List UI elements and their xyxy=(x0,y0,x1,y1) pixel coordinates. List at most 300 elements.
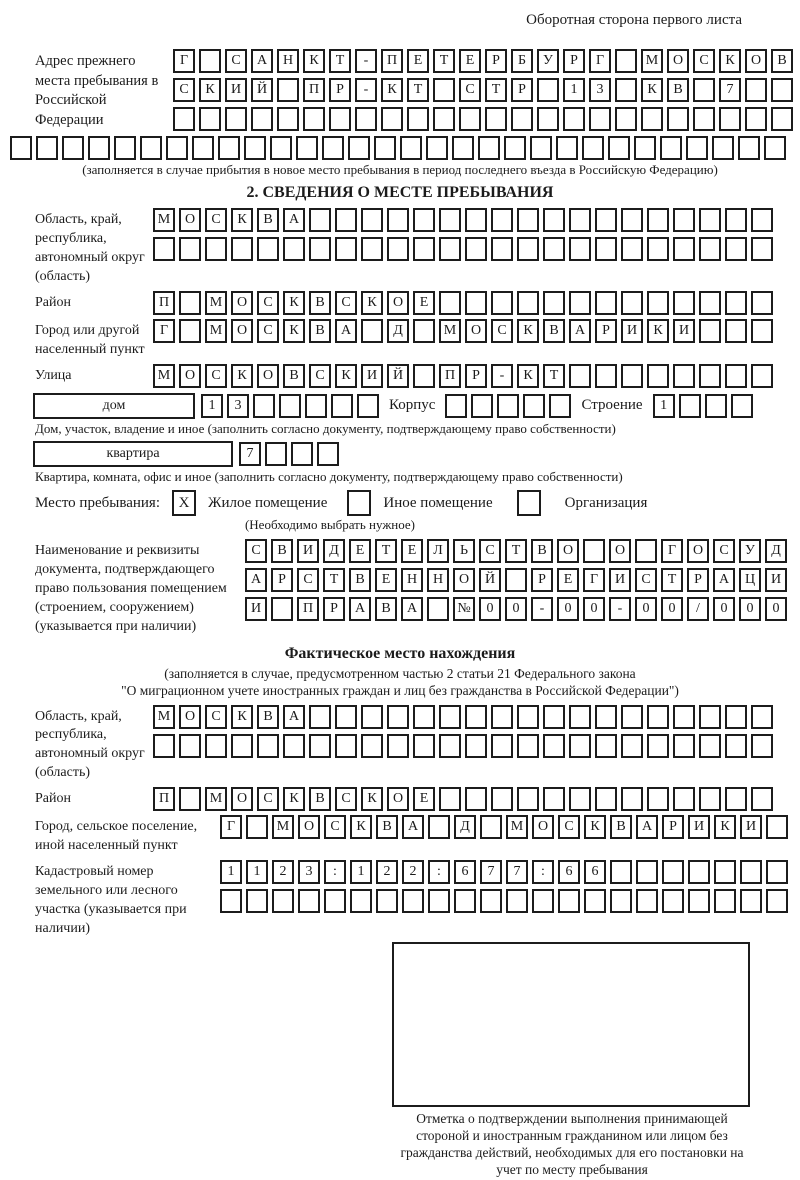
char-cell: 3 xyxy=(298,860,320,884)
char-cell: О xyxy=(179,208,201,232)
char-cell xyxy=(705,394,727,418)
char-cell xyxy=(517,291,539,315)
char-cell: В xyxy=(376,815,398,839)
char-cell: 0 xyxy=(765,597,787,621)
char-cell xyxy=(36,136,58,160)
char-cell: А xyxy=(713,568,735,592)
cadastral-block xyxy=(35,860,800,939)
char-cell xyxy=(621,734,643,758)
char-cell xyxy=(714,860,736,884)
char-cell: Т xyxy=(433,49,455,73)
char-cell xyxy=(595,208,617,232)
char-cell xyxy=(497,394,519,418)
actual-region-block xyxy=(35,705,800,784)
char-cell xyxy=(179,319,201,343)
char-cell xyxy=(764,136,786,160)
char-cell xyxy=(517,208,539,232)
char-cell xyxy=(459,107,481,131)
char-cell: О xyxy=(179,364,201,388)
char-cell: К xyxy=(335,364,357,388)
char-cell xyxy=(491,208,513,232)
char-cell: И xyxy=(297,539,319,563)
char-cell xyxy=(699,705,721,729)
char-cell: О xyxy=(257,364,279,388)
char-cell: Т xyxy=(407,78,429,102)
char-cell: 0 xyxy=(739,597,761,621)
char-cell xyxy=(569,364,591,388)
char-cell xyxy=(543,291,565,315)
char-cell xyxy=(387,237,409,261)
char-cell xyxy=(693,78,715,102)
char-cell xyxy=(192,136,214,160)
char-cell: В xyxy=(283,364,305,388)
char-cell: С xyxy=(558,815,580,839)
doc-row-3 xyxy=(245,597,787,621)
char-cell xyxy=(427,597,449,621)
char-cell xyxy=(523,394,545,418)
char-cell: Р xyxy=(595,319,617,343)
char-cell xyxy=(699,787,721,811)
char-cell: О xyxy=(557,539,579,563)
char-cell xyxy=(679,394,701,418)
actual-district-row xyxy=(153,787,773,811)
char-cell xyxy=(348,136,370,160)
house-label-box: дом xyxy=(33,393,195,419)
char-cell: Н xyxy=(277,49,299,73)
char-cell: Г xyxy=(583,568,605,592)
char-cell: С xyxy=(324,815,346,839)
char-cell: И xyxy=(688,815,710,839)
char-cell xyxy=(387,208,409,232)
char-cell: Д xyxy=(387,319,409,343)
stay-note: (Необходимо выбрать нужное) xyxy=(244,517,416,533)
actual-city-label: Город, сельское поселение, иной населенный пункт xyxy=(35,819,198,853)
char-cell xyxy=(595,734,617,758)
char-cell xyxy=(583,539,605,563)
prev-address-label: Адрес прежнего места пребывания в Российской Федерации xyxy=(35,53,159,128)
char-cell: С xyxy=(173,78,195,102)
char-cell xyxy=(725,705,747,729)
char-cell: С xyxy=(225,49,247,73)
stay-option-residential-label: Жилое помещение xyxy=(208,494,328,511)
char-cell: О xyxy=(667,49,689,73)
char-cell: О xyxy=(687,539,709,563)
char-cell: М xyxy=(641,49,663,73)
char-cell: 1 xyxy=(246,860,268,884)
char-cell: В xyxy=(531,539,553,563)
char-cell: И xyxy=(765,568,787,592)
char-cell: С xyxy=(459,78,481,102)
char-cell: О xyxy=(532,815,554,839)
char-cell: О xyxy=(231,319,253,343)
char-cell xyxy=(635,539,657,563)
char-cell xyxy=(714,889,736,913)
char-cell: Л xyxy=(427,539,449,563)
street-label: Улица xyxy=(35,367,72,383)
char-cell xyxy=(751,787,773,811)
section2-title: 2. СВЕДЕНИЯ О МЕСТЕ ПРЕБЫВАНИЯ xyxy=(246,184,554,202)
stay-type-block xyxy=(35,490,800,516)
char-cell xyxy=(751,237,773,261)
doc-label: Наименование и реквизиты документа, подтверждающего право пользования помещением (строением, сооружением) (указывается при наличии) xyxy=(35,543,227,634)
stay-checkbox-residential: X xyxy=(172,490,196,516)
char-cell xyxy=(272,889,294,913)
char-cell xyxy=(517,787,539,811)
char-cell xyxy=(751,319,773,343)
char-cell xyxy=(766,815,788,839)
city-block xyxy=(35,319,800,360)
char-cell xyxy=(491,705,513,729)
char-cell: А xyxy=(283,208,305,232)
char-cell xyxy=(699,319,721,343)
char-cell: Т xyxy=(661,568,683,592)
char-cell xyxy=(517,734,539,758)
char-cell: М xyxy=(153,208,175,232)
char-cell xyxy=(478,136,500,160)
char-cell: 7 xyxy=(239,442,261,466)
char-cell: Е xyxy=(407,49,429,73)
char-cell: П xyxy=(439,364,461,388)
char-cell: К xyxy=(231,705,253,729)
char-cell xyxy=(667,107,689,131)
char-cell xyxy=(595,705,617,729)
char-cell: : xyxy=(324,860,346,884)
char-cell: Р xyxy=(465,364,487,388)
char-cell xyxy=(647,237,669,261)
char-cell xyxy=(322,136,344,160)
char-cell xyxy=(335,208,357,232)
char-cell: М xyxy=(205,787,227,811)
char-cell xyxy=(688,889,710,913)
char-cell xyxy=(277,107,299,131)
cadastral-rows xyxy=(220,860,788,913)
prev-address-block xyxy=(35,49,800,131)
char-cell xyxy=(439,734,461,758)
char-cell xyxy=(549,394,571,418)
char-cell: И xyxy=(740,815,762,839)
char-cell xyxy=(246,889,268,913)
stamp-area xyxy=(392,942,752,1179)
char-cell: Е xyxy=(349,539,371,563)
char-cell xyxy=(569,208,591,232)
char-cell: Г xyxy=(589,49,611,73)
char-cell xyxy=(465,787,487,811)
char-cell xyxy=(244,136,266,160)
char-cell: 3 xyxy=(589,78,611,102)
char-cell: Т xyxy=(505,539,527,563)
char-cell xyxy=(265,442,287,466)
char-cell: 7 xyxy=(506,860,528,884)
char-cell: К xyxy=(517,364,539,388)
char-cell xyxy=(738,136,760,160)
char-cell xyxy=(277,78,299,102)
char-cell xyxy=(361,319,383,343)
char-cell xyxy=(291,442,313,466)
char-cell xyxy=(740,889,762,913)
actual-region-row-1 xyxy=(153,705,773,729)
char-cell xyxy=(376,889,398,913)
char-cell xyxy=(636,860,658,884)
char-cell: 1 xyxy=(563,78,585,102)
char-cell: П xyxy=(303,78,325,102)
korpus-label: Корпус xyxy=(389,397,436,414)
char-cell xyxy=(699,291,721,315)
char-cell: Р xyxy=(271,568,293,592)
char-cell xyxy=(511,107,533,131)
char-cell xyxy=(505,568,527,592)
char-cell: А xyxy=(283,705,305,729)
char-cell: К xyxy=(283,291,305,315)
actual-city-row xyxy=(220,815,788,839)
doc-block xyxy=(35,539,800,636)
char-cell xyxy=(279,394,301,418)
char-cell xyxy=(179,291,201,315)
char-cell: С xyxy=(205,705,227,729)
char-cell: И xyxy=(609,568,631,592)
char-cell xyxy=(413,319,435,343)
char-cell xyxy=(543,787,565,811)
char-cell xyxy=(413,734,435,758)
char-cell xyxy=(766,860,788,884)
char-cell: О xyxy=(231,787,253,811)
char-cell xyxy=(751,364,773,388)
char-cell xyxy=(569,787,591,811)
char-cell xyxy=(283,237,305,261)
char-cell: 0 xyxy=(479,597,501,621)
char-cell xyxy=(647,291,669,315)
char-cell xyxy=(636,889,658,913)
char-cell xyxy=(220,889,242,913)
char-cell xyxy=(253,394,275,418)
char-cell xyxy=(357,394,379,418)
char-cell xyxy=(465,734,487,758)
street-row xyxy=(153,364,773,388)
char-cell: 0 xyxy=(661,597,683,621)
char-cell xyxy=(140,136,162,160)
char-cell xyxy=(309,208,331,232)
char-cell xyxy=(751,291,773,315)
char-cell: П xyxy=(381,49,403,73)
char-cell: С xyxy=(257,787,279,811)
char-cell: К xyxy=(517,319,539,343)
char-cell xyxy=(595,291,617,315)
char-cell: 1 xyxy=(220,860,242,884)
char-cell: Р xyxy=(323,597,345,621)
char-cell: В xyxy=(375,597,397,621)
char-cell xyxy=(673,237,695,261)
char-cell xyxy=(751,705,773,729)
char-cell xyxy=(335,705,357,729)
char-cell xyxy=(491,787,513,811)
char-cell xyxy=(731,394,753,418)
char-cell xyxy=(699,364,721,388)
house-note: Дом, участок, владение и иное (заполнить согласно документу, подтверждающему право собственности) xyxy=(35,420,616,436)
char-cell xyxy=(699,734,721,758)
char-cell: Е xyxy=(413,291,435,315)
char-cell xyxy=(205,237,227,261)
char-cell: В xyxy=(309,787,331,811)
char-cell xyxy=(374,136,396,160)
char-cell xyxy=(179,237,201,261)
char-cell xyxy=(88,136,110,160)
char-cell xyxy=(621,705,643,729)
char-cell xyxy=(480,815,502,839)
char-cell: К xyxy=(231,208,253,232)
doc-rows xyxy=(245,539,787,621)
char-cell: 0 xyxy=(635,597,657,621)
char-cell: К xyxy=(283,787,305,811)
region-label: Область, край, республика, автономный округ (область) xyxy=(35,212,145,284)
district-block xyxy=(35,291,800,315)
char-cell xyxy=(179,734,201,758)
prev-address-row-3 xyxy=(173,107,793,131)
char-cell xyxy=(621,237,643,261)
char-cell xyxy=(407,107,429,131)
house-block xyxy=(33,393,800,419)
char-cell: 0 xyxy=(583,597,605,621)
char-cell xyxy=(610,860,632,884)
cadastral-row-1 xyxy=(220,860,788,884)
char-cell: А xyxy=(569,319,591,343)
apartment-block xyxy=(33,441,800,467)
char-cell: С xyxy=(309,364,331,388)
doc-row-2 xyxy=(245,568,787,592)
char-cell: К xyxy=(350,815,372,839)
char-cell xyxy=(257,237,279,261)
actual-location-title: Фактическое место нахождения xyxy=(284,644,516,662)
char-cell xyxy=(673,291,695,315)
char-cell xyxy=(231,734,253,758)
char-cell: О xyxy=(453,568,475,592)
stamp-caption: Отметка о подтверждении выполнения принимающей стороной и иностранным гражданином или лицом без гражданства действий, необходимых для его постановки на учет по месту пребывания xyxy=(400,1111,744,1178)
char-cell xyxy=(413,364,435,388)
char-cell xyxy=(771,107,793,131)
korpus-cells xyxy=(445,394,571,418)
char-cell: Г xyxy=(220,815,242,839)
char-cell: И xyxy=(673,319,695,343)
char-cell: С xyxy=(245,539,267,563)
char-cell xyxy=(246,815,268,839)
char-cell xyxy=(218,136,240,160)
actual-district-label: Район xyxy=(35,791,71,807)
char-cell: М xyxy=(153,364,175,388)
char-cell xyxy=(452,136,474,160)
char-cell: Б xyxy=(511,49,533,73)
char-cell xyxy=(335,237,357,261)
char-cell xyxy=(532,889,554,913)
char-cell xyxy=(517,705,539,729)
char-cell xyxy=(771,78,793,102)
char-cell: Т xyxy=(375,539,397,563)
char-cell: У xyxy=(537,49,559,73)
char-cell: Е xyxy=(413,787,435,811)
char-cell xyxy=(296,136,318,160)
char-cell: В xyxy=(309,319,331,343)
char-cell xyxy=(647,208,669,232)
char-cell: В xyxy=(543,319,565,343)
char-cell xyxy=(751,734,773,758)
char-cell xyxy=(426,136,448,160)
char-cell xyxy=(563,107,585,131)
char-cell: Й xyxy=(479,568,501,592)
char-cell xyxy=(166,136,188,160)
char-cell: П xyxy=(153,291,175,315)
char-cell xyxy=(662,860,684,884)
char-cell: : xyxy=(532,860,554,884)
char-cell: Г xyxy=(153,319,175,343)
actual-region-rows xyxy=(153,705,773,758)
char-cell: 1 xyxy=(653,394,675,418)
char-cell: С xyxy=(491,319,513,343)
char-cell: Д xyxy=(323,539,345,563)
char-cell: С xyxy=(479,539,501,563)
char-cell: И xyxy=(621,319,643,343)
char-cell xyxy=(725,291,747,315)
char-cell: Е xyxy=(459,49,481,73)
char-cell xyxy=(413,237,435,261)
char-cell: С xyxy=(297,568,319,592)
char-cell xyxy=(317,442,339,466)
char-cell: П xyxy=(153,787,175,811)
char-cell: Р xyxy=(511,78,533,102)
char-cell: - xyxy=(355,49,377,73)
char-cell: Р xyxy=(329,78,351,102)
char-cell xyxy=(361,705,383,729)
char-cell xyxy=(610,889,632,913)
char-cell xyxy=(686,136,708,160)
char-cell: А xyxy=(401,597,423,621)
char-cell xyxy=(517,237,539,261)
char-cell xyxy=(693,107,715,131)
doc-row-1 xyxy=(245,539,787,563)
char-cell: В xyxy=(667,78,689,102)
char-cell xyxy=(153,237,175,261)
char-cell: 2 xyxy=(402,860,424,884)
char-cell xyxy=(621,364,643,388)
apartment-label-box: квартира xyxy=(33,441,233,467)
char-cell xyxy=(641,107,663,131)
char-cell: О xyxy=(298,815,320,839)
char-cell xyxy=(225,107,247,131)
char-cell xyxy=(173,107,195,131)
char-cell: Р xyxy=(531,568,553,592)
char-cell xyxy=(199,49,221,73)
char-cell xyxy=(309,705,331,729)
char-cell: Е xyxy=(375,568,397,592)
char-cell xyxy=(439,237,461,261)
char-cell: К xyxy=(641,78,663,102)
char-cell xyxy=(569,705,591,729)
char-cell xyxy=(595,364,617,388)
char-cell xyxy=(621,291,643,315)
char-cell: К xyxy=(361,291,383,315)
stamp-box xyxy=(392,942,750,1107)
char-cell: С xyxy=(257,319,279,343)
stroenie-cells xyxy=(653,394,753,418)
char-cell xyxy=(506,889,528,913)
char-cell xyxy=(199,107,221,131)
char-cell xyxy=(673,705,695,729)
char-cell: О xyxy=(465,319,487,343)
char-cell: Т xyxy=(323,568,345,592)
prev-address-note: (заполняется в случае прибытия в новое место пребывания в период последнего въезда в Российскую Федерацию) xyxy=(82,162,718,177)
char-cell: Д xyxy=(454,815,476,839)
char-cell xyxy=(471,394,493,418)
char-cell xyxy=(751,208,773,232)
char-cell xyxy=(543,237,565,261)
char-cell: С xyxy=(693,49,715,73)
actual-city-block xyxy=(35,815,800,856)
